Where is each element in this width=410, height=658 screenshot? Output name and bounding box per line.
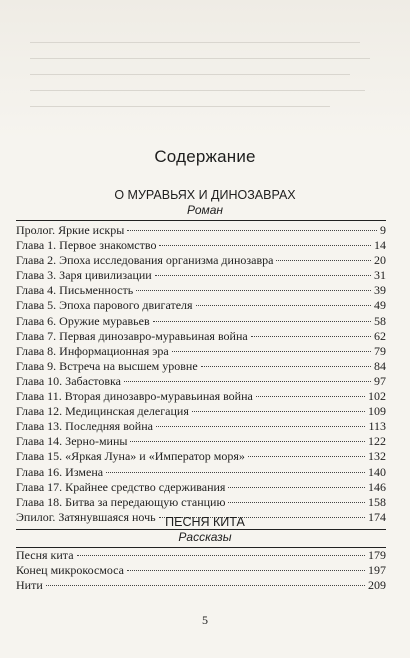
toc-entry-title: Глава 8. Информационная эра [16,343,169,358]
toc-entry-page: 39 [374,283,386,298]
toc-entry-title: Глава 6. Оружие муравьев [16,313,150,328]
toc-entry [16,329,386,344]
toc-entry-title: Песня кита [16,548,74,562]
toc-entry-page: 102 [368,389,386,404]
toc-entry-title: Глава 4. Письменность [16,283,134,298]
toc-entry [16,374,386,389]
dot-leader [192,410,365,412]
toc-list-novel [16,223,386,525]
toc-entry [16,344,386,359]
toc-entry-page: 97 [374,373,386,388]
toc-entry-page: 146 [368,479,386,494]
dot-leader [155,274,371,276]
dot-leader [228,501,365,503]
toc-entry-title: Глава 5. Эпоха парового двигателя [16,298,193,313]
dot-leader [46,584,365,586]
toc-entry [16,480,386,495]
toc-entry-title: Глава 11. Вторая динозавро-муравьиная война [16,389,253,404]
toc-entry-page: 113 [368,419,386,434]
page-title: Содержание [154,147,256,166]
toc-entry [16,548,386,563]
toc-entry-title: Эпилог. Затянувшаяся ночь [16,509,156,524]
toc-entry-page: 9 [380,223,386,237]
dot-leader [106,471,365,473]
toc-entry-page: 197 [368,563,386,578]
toc-entry-page: 79 [374,343,386,358]
dot-leader [172,350,371,352]
dot-leader [228,486,365,488]
toc-entry [16,298,386,313]
dot-leader [248,455,365,457]
toc-entry [16,578,386,593]
toc-list-stories [16,548,386,593]
toc-entry-page: 49 [374,298,386,313]
dot-leader [77,554,365,556]
toc-entry [16,449,386,464]
toc-entry-page: 122 [368,434,386,449]
toc-entry-title: Глава 15. «Яркая Луна» и «Император моря» [16,449,245,464]
toc-entry-page: 31 [374,268,386,283]
toc-entry-title: Глава 18. Битва за передающую станцию [16,494,226,509]
toc-entry [16,283,386,298]
toc-entry-title: Глава 16. Измена [16,464,104,479]
dot-leader [127,569,365,571]
toc-entry-title: Глава 12. Медицинская делегация [16,404,189,419]
toc-entry-title: Глава 14. Зерно-мины [16,434,128,449]
toc-entry-page: 14 [374,238,386,253]
dot-leader [201,365,371,367]
section-heading-novel [0,188,410,217]
page-number: 5 [202,613,208,627]
toc-entry [16,563,386,578]
section-title: О МУРАВЬЯХ И ДИНОЗАВРАХ [114,188,296,202]
toc-entry-page: 158 [368,494,386,509]
section-rule [16,220,386,221]
toc-entry [16,223,386,238]
toc-entry-title: Конец микрокосмоса [16,563,124,578]
toc-entry-page: 179 [368,548,386,562]
dot-leader [156,425,365,427]
dot-leader [130,440,365,442]
toc-entry-title: Нити [16,578,43,593]
section-subtitle: Роман [186,203,224,217]
dot-leader [124,380,371,382]
toc-entry [16,495,386,510]
dot-leader [276,259,371,261]
toc-entry [16,238,386,253]
toc-entry-page: 109 [368,404,386,419]
toc-entry-page: 84 [374,358,386,373]
toc-entry-title: Глава 1. Первое знакомство [16,238,157,253]
toc-entry-title: Глава 3. Заря цивилизации [16,268,152,283]
toc-entry [16,434,386,449]
toc-entry-title: Глава 7. Первая динозавро-муравьиная война [16,328,248,343]
toc-entry-page: 174 [368,509,386,524]
dot-leader [136,289,371,291]
toc-entry [16,268,386,283]
toc-entry-page: 58 [374,313,386,328]
toc-entry [16,359,386,374]
toc-entry [16,253,386,268]
dot-leader [153,320,371,322]
bleed-through-background [0,0,410,140]
toc-entry-title: Глава 10. Забастовка [16,373,122,388]
section-heading-stories [0,515,410,544]
toc-entry [16,314,386,329]
section-title: ПЕСНЯ КИТА [165,515,245,529]
dot-leader [251,335,371,337]
dot-leader [127,229,377,231]
toc-entry-title: Глава 13. Последняя война [16,419,153,434]
toc-entry-page: 62 [374,328,386,343]
dot-leader [256,395,365,397]
toc-entry-page: 20 [374,253,386,268]
toc-entry-title: Пролог. Яркие искры [16,223,125,237]
toc-entry-title: Глава 2. Эпоха исследования организма динозавра [16,253,274,268]
toc-entry-page: 140 [368,464,386,479]
section-subtitle: Рассказы [178,530,232,544]
toc-entry [16,419,386,434]
toc-entry [16,404,386,419]
toc-entry-page: 132 [368,449,386,464]
toc-entry-title: Глава 9. Встреча на высшем уровне [16,358,198,373]
dot-leader [159,244,371,246]
toc-entry-page: 209 [368,578,386,593]
toc-entry-title: Глава 17. Крайнее средство сдерживания [16,479,226,494]
toc-entry [16,465,386,480]
dot-leader [196,304,371,306]
toc-entry [16,389,386,404]
